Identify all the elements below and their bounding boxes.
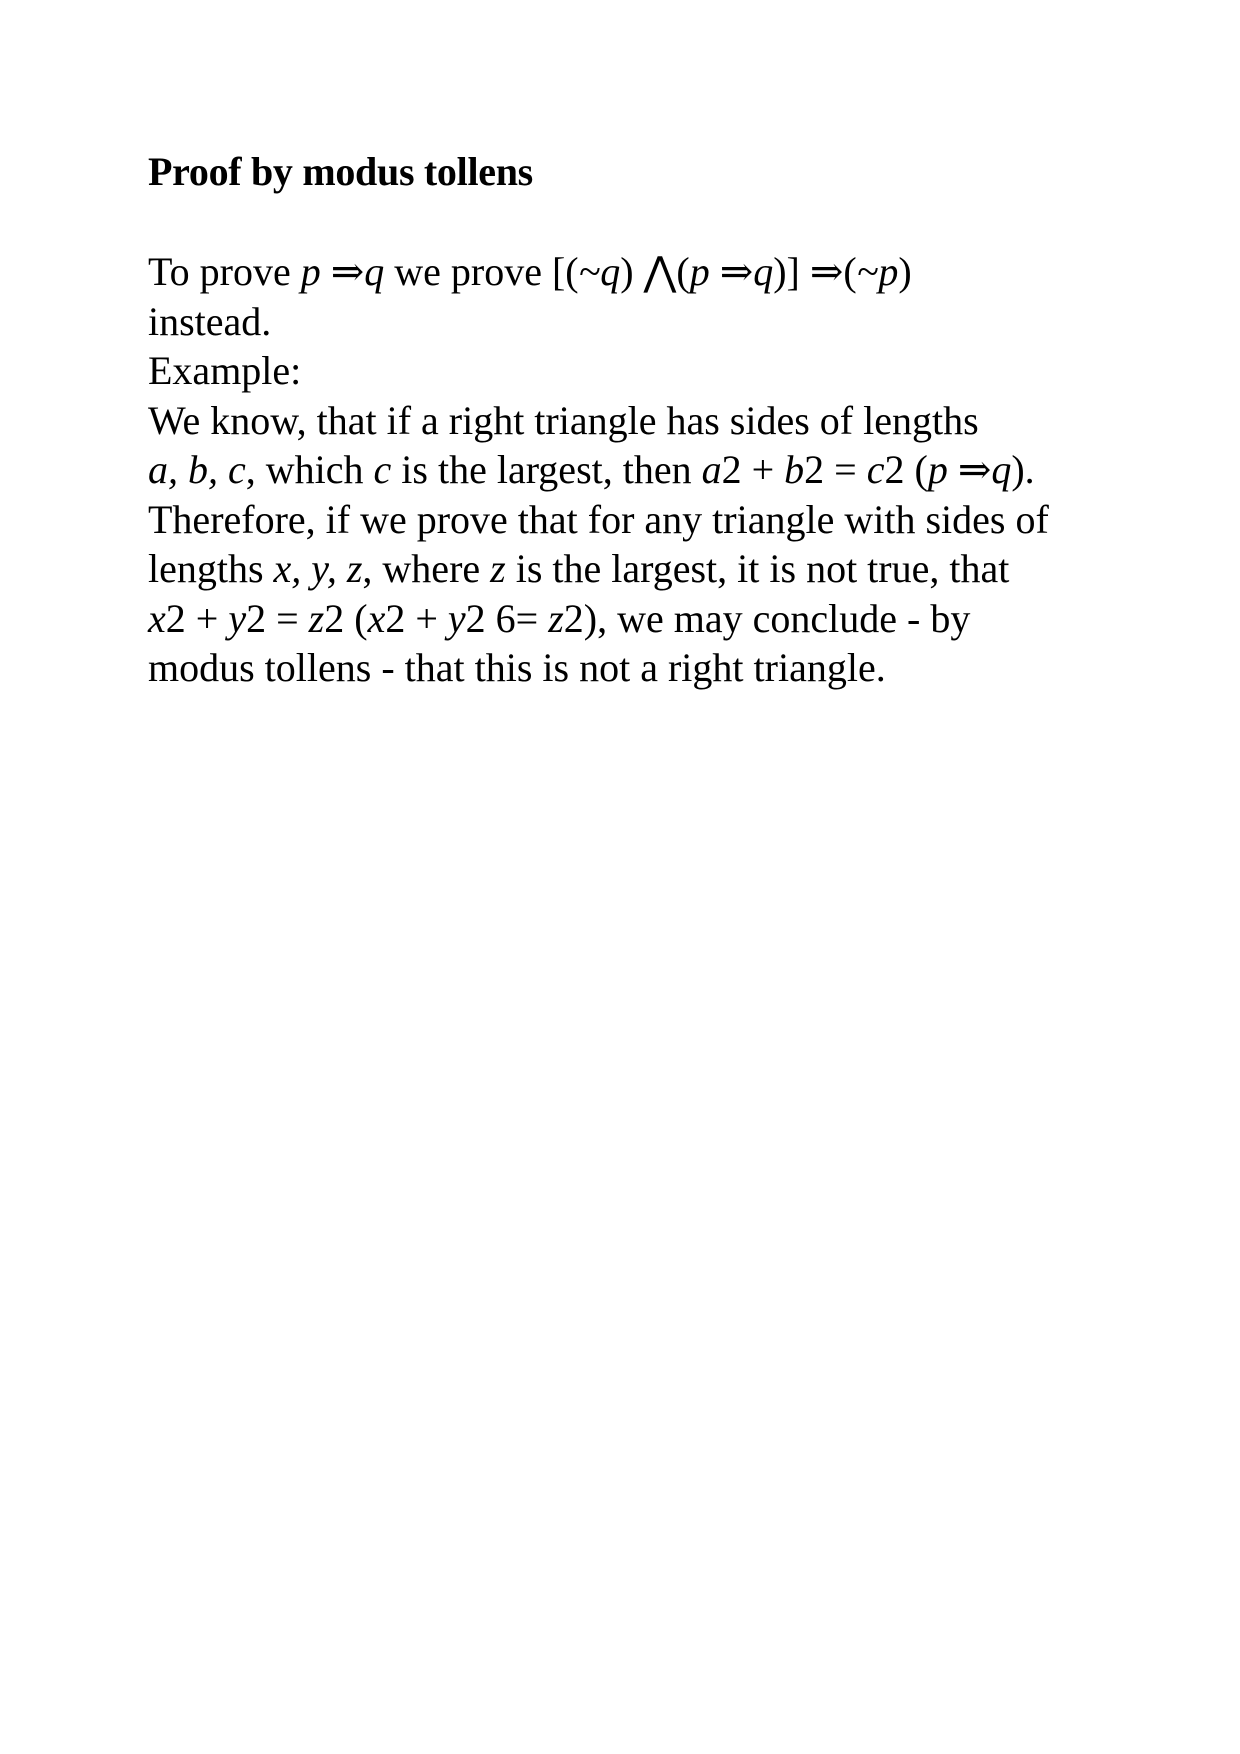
body-text-segment: modus tollens - that this is not a right triangle.: [148, 645, 886, 690]
math-text: a: [701, 447, 722, 492]
body-text-segment: 2 +: [721, 447, 785, 492]
body-line: [148, 544, 1108, 594]
body-line: [148, 495, 1108, 545]
body-line: [148, 594, 1108, 644]
body-line: [148, 643, 1108, 693]
math-text: z: [548, 595, 564, 641]
math-text: a, b, c: [148, 447, 246, 492]
math-text: x: [148, 595, 166, 641]
math-text: ~p: [856, 249, 899, 294]
body-text-segment: 2 =: [246, 595, 309, 641]
math-text: c: [866, 447, 885, 492]
body-line: [148, 445, 1108, 495]
body-text-segment: is the largest, it is not true, that: [505, 546, 1010, 591]
body-text-segment: is the largest, then: [391, 447, 702, 492]
body-text-segment: we prove [(: [384, 249, 579, 294]
document-title: Proof by modus tollens: [148, 149, 533, 194]
body-text-segment: Therefore, if we prove that for any triangle with sides of: [148, 496, 1049, 542]
body-text-segment: ).: [1011, 447, 1035, 492]
math-text: y: [228, 595, 247, 641]
body-text-segment: Example:: [148, 348, 302, 393]
body-text-segment: , where: [362, 546, 491, 591]
math-text: p ⇒q: [689, 249, 774, 294]
body-text-segment: 2 =: [804, 447, 867, 492]
body-text-segment: 2 (: [884, 447, 928, 492]
body-text-segment: To prove: [148, 249, 301, 294]
math-text: c: [373, 447, 392, 492]
body-text-segment: 2 6=: [465, 595, 549, 641]
math-text: x: [367, 595, 386, 641]
body-text-segment: , which: [245, 447, 374, 492]
body-text-segment: lengths: [148, 546, 274, 591]
math-text: p ⇒q: [927, 447, 1012, 492]
body-text-segment: )] ⇒(: [773, 249, 857, 294]
body-text-segment: 2), we may conclude - by: [563, 595, 971, 641]
body-text-segment: ) ⋀(: [620, 249, 690, 294]
document-body: [148, 247, 1108, 693]
math-text: y: [447, 595, 466, 641]
body-line: [148, 346, 1108, 396]
body-line: [148, 247, 1108, 297]
body-text-segment: 2 +: [165, 595, 229, 641]
math-text: z: [490, 546, 506, 591]
math-text: z: [308, 595, 325, 641]
body-text-segment: 2 (: [324, 595, 368, 641]
body-line: [148, 297, 1108, 347]
math-text: x, y, z: [273, 546, 363, 591]
body-text-segment: instead.: [148, 298, 272, 344]
body-text-segment: ): [898, 249, 912, 294]
body-text-segment: 2 +: [385, 595, 448, 641]
body-text-segment: We know, that if a right triangle has sides of lengths: [148, 397, 979, 443]
math-text: b: [784, 447, 805, 492]
body-line: [148, 396, 1108, 446]
math-text: p ⇒q: [300, 249, 385, 294]
math-text: ~q: [578, 249, 621, 294]
